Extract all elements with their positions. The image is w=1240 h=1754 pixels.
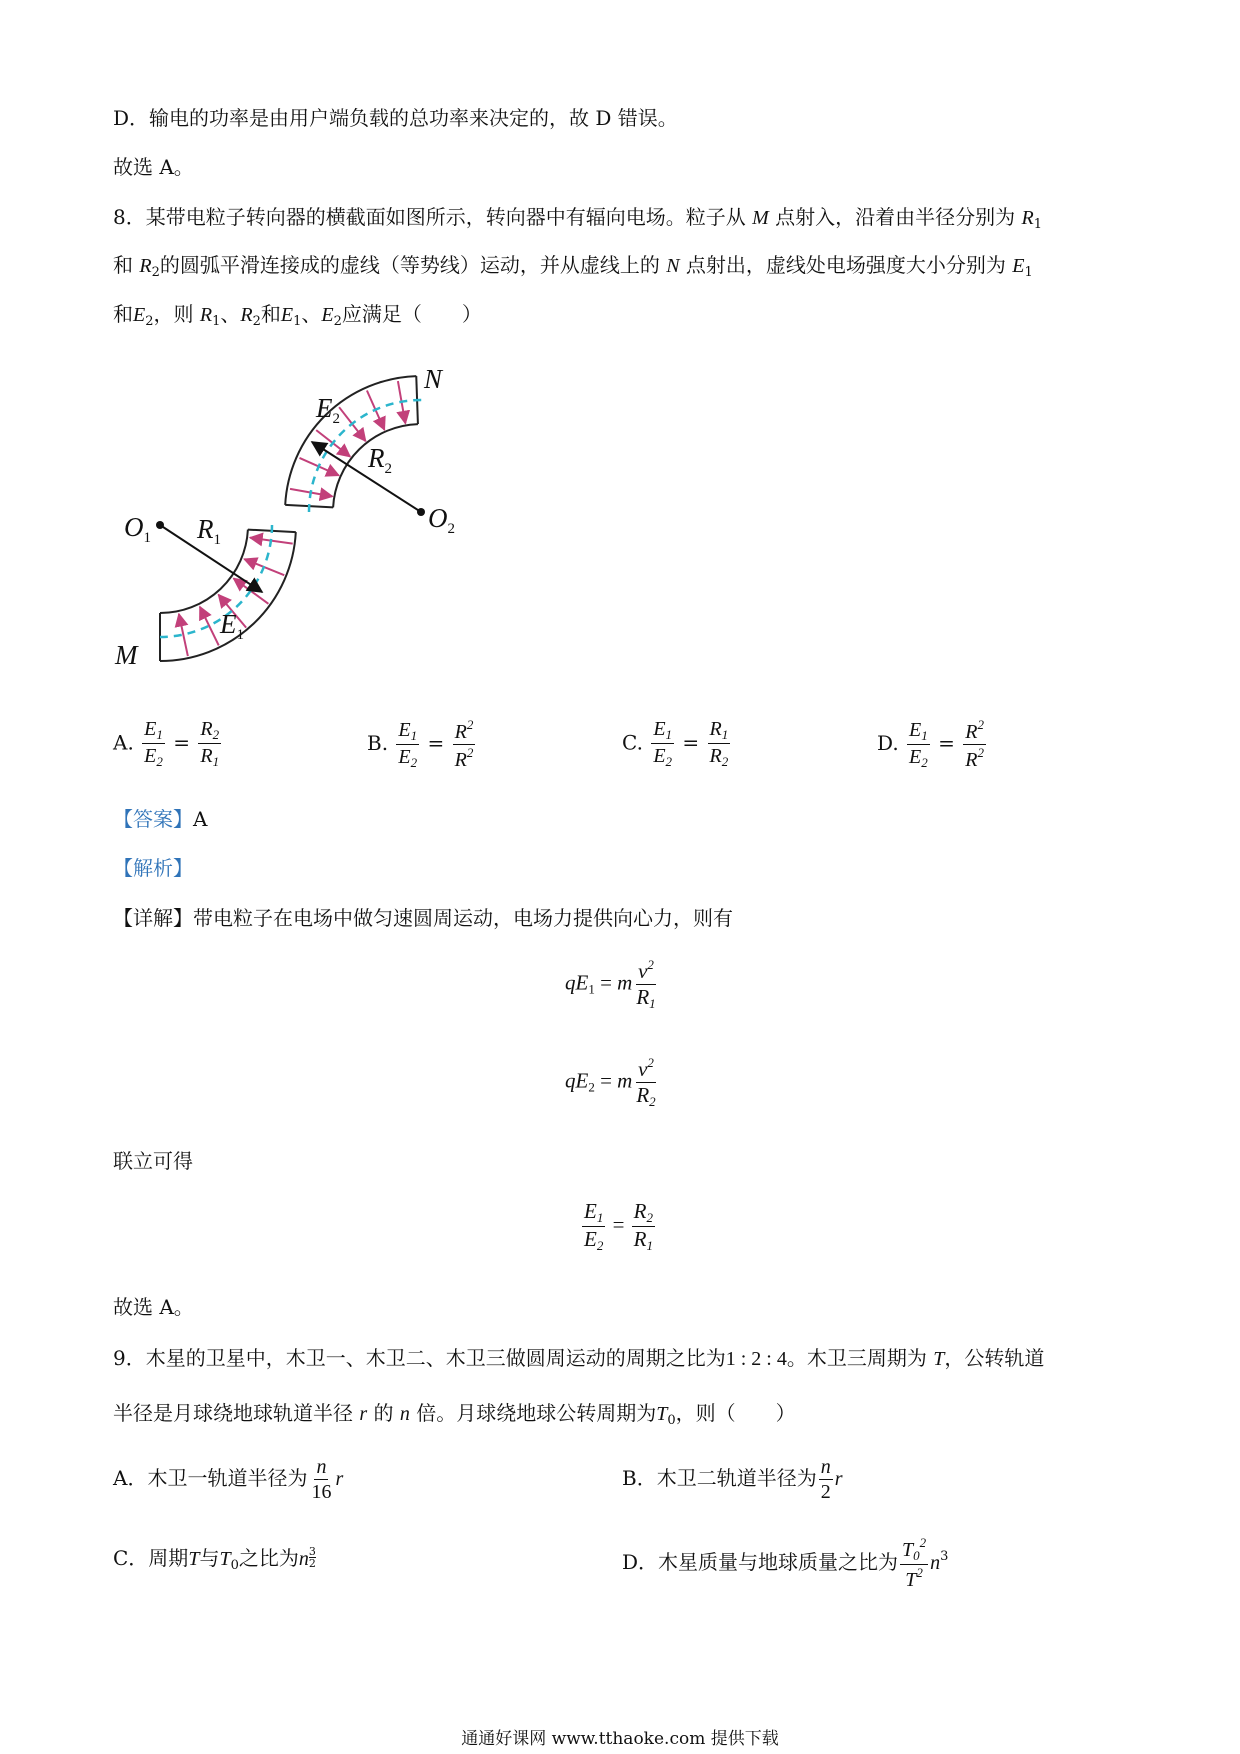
text-line-choose-a: 故选 A。 bbox=[113, 155, 194, 179]
question-9-line1: 9．木星的卫星中，木卫一、木卫二、木卫三做圆周运动的周期之比为1 : 2 : 4。木卫三周期为 T，公转轨道 bbox=[113, 1346, 1045, 1370]
field-arrow-e1-5 bbox=[200, 607, 219, 646]
equation-3: $\frac{E_1}{E_2}$ = $\frac{R_2}{R_1}$ bbox=[584, 1199, 653, 1254]
question-8-line1: 8．某带电粒子转向器的横截面如图所示，转向器中有辐向电场。粒子从 M 点射入，沿着由半径分别为 $R_1$ bbox=[113, 205, 1042, 232]
radius-r2-line bbox=[312, 442, 421, 512]
label-o1: $O_1$ bbox=[124, 512, 151, 546]
deflector-figure bbox=[108, 345, 508, 690]
q9-option-b[interactable]: B．木卫二轨道半径为 $\frac{n}{2}$ r bbox=[622, 1456, 843, 1503]
q8-option-b[interactable]: B. $\frac{E_1}{E_2}$ = $\frac{R^2}{R^2}$ bbox=[367, 717, 474, 771]
analysis-tag: 【解析】 bbox=[113, 856, 193, 880]
label-r1: $R_1$ bbox=[197, 514, 221, 548]
question-8-line2: 和 $R_2$的圆弧平滑连接成的虚线（等势线）运动，并从虚线上的 N 点射出，虚线处电场强度大小分别为 $E_1$ bbox=[113, 253, 1033, 280]
label-n: N bbox=[424, 364, 443, 394]
text-line-d: D．输电的功率是由用户端负载的总功率来决定的，故 D 错误。 bbox=[113, 106, 678, 130]
label-e2: $E_2$ bbox=[316, 393, 340, 427]
q8-option-d[interactable]: D. $\frac{E_1}{E_2}$ = $\frac{R^2}{R^2}$ bbox=[877, 717, 984, 771]
question-8-line3: 和$E_2$，则 $R_1$、$R_2$和$E_1$、$E_2$应满足（ ） bbox=[113, 302, 482, 329]
choose-a-line: 故选 A。 bbox=[113, 1295, 194, 1319]
label-e1: $E_1$ bbox=[220, 609, 244, 643]
equation-2: $qE_2 = m$ $\frac{v^2}{R_2}$ bbox=[565, 1055, 656, 1110]
center-o2-dot bbox=[417, 508, 425, 516]
footer-watermark: 通通好课网 www.tthaoke.com 提供下载 bbox=[461, 1729, 779, 1749]
lower-outer-wall bbox=[160, 532, 296, 661]
label-m: M bbox=[115, 640, 138, 670]
detail-line: 【详解】带电粒子在电场中做匀速圆周运动，电场力提供向心力，则有 bbox=[113, 906, 733, 930]
q9-option-a[interactable]: A．木卫一轨道半径为 $\frac{n}{16}$ r bbox=[113, 1456, 344, 1503]
q9-option-d[interactable]: D．木星质量与地球质量之比为 $\frac{T_0^2}{T^2}$ $n^3$ bbox=[622, 1535, 949, 1592]
q8-option-a[interactable]: A. $\frac{E_1}{E_2}$ = $\frac{R_2}{R_1}$ bbox=[113, 718, 220, 770]
center-o1-dot bbox=[156, 521, 164, 529]
combine-line: 联立可得 bbox=[113, 1149, 193, 1173]
equation-1: $qE_1 = m$ $\frac{v^2}{R_1}$ bbox=[565, 957, 656, 1012]
question-9-line2: 半径是月球绕地球轨道半径 r 的 n 倍。月球绕地球公转周期为$T_0$，则（ ） bbox=[113, 1401, 796, 1428]
label-r2: $R_2$ bbox=[368, 443, 392, 477]
answer-line: 【答案】A bbox=[113, 807, 208, 831]
q8-option-c[interactable]: C. $\frac{E_1}{E_2}$ = $\frac{R_1}{R_2}$ bbox=[622, 718, 729, 770]
label-o2: $O_2$ bbox=[428, 503, 455, 537]
q9-option-c[interactable]: C．周期T与$T_0$之比为n $\frac{3}{2}$ bbox=[113, 1545, 316, 1573]
upper-outer-wall bbox=[285, 376, 416, 505]
